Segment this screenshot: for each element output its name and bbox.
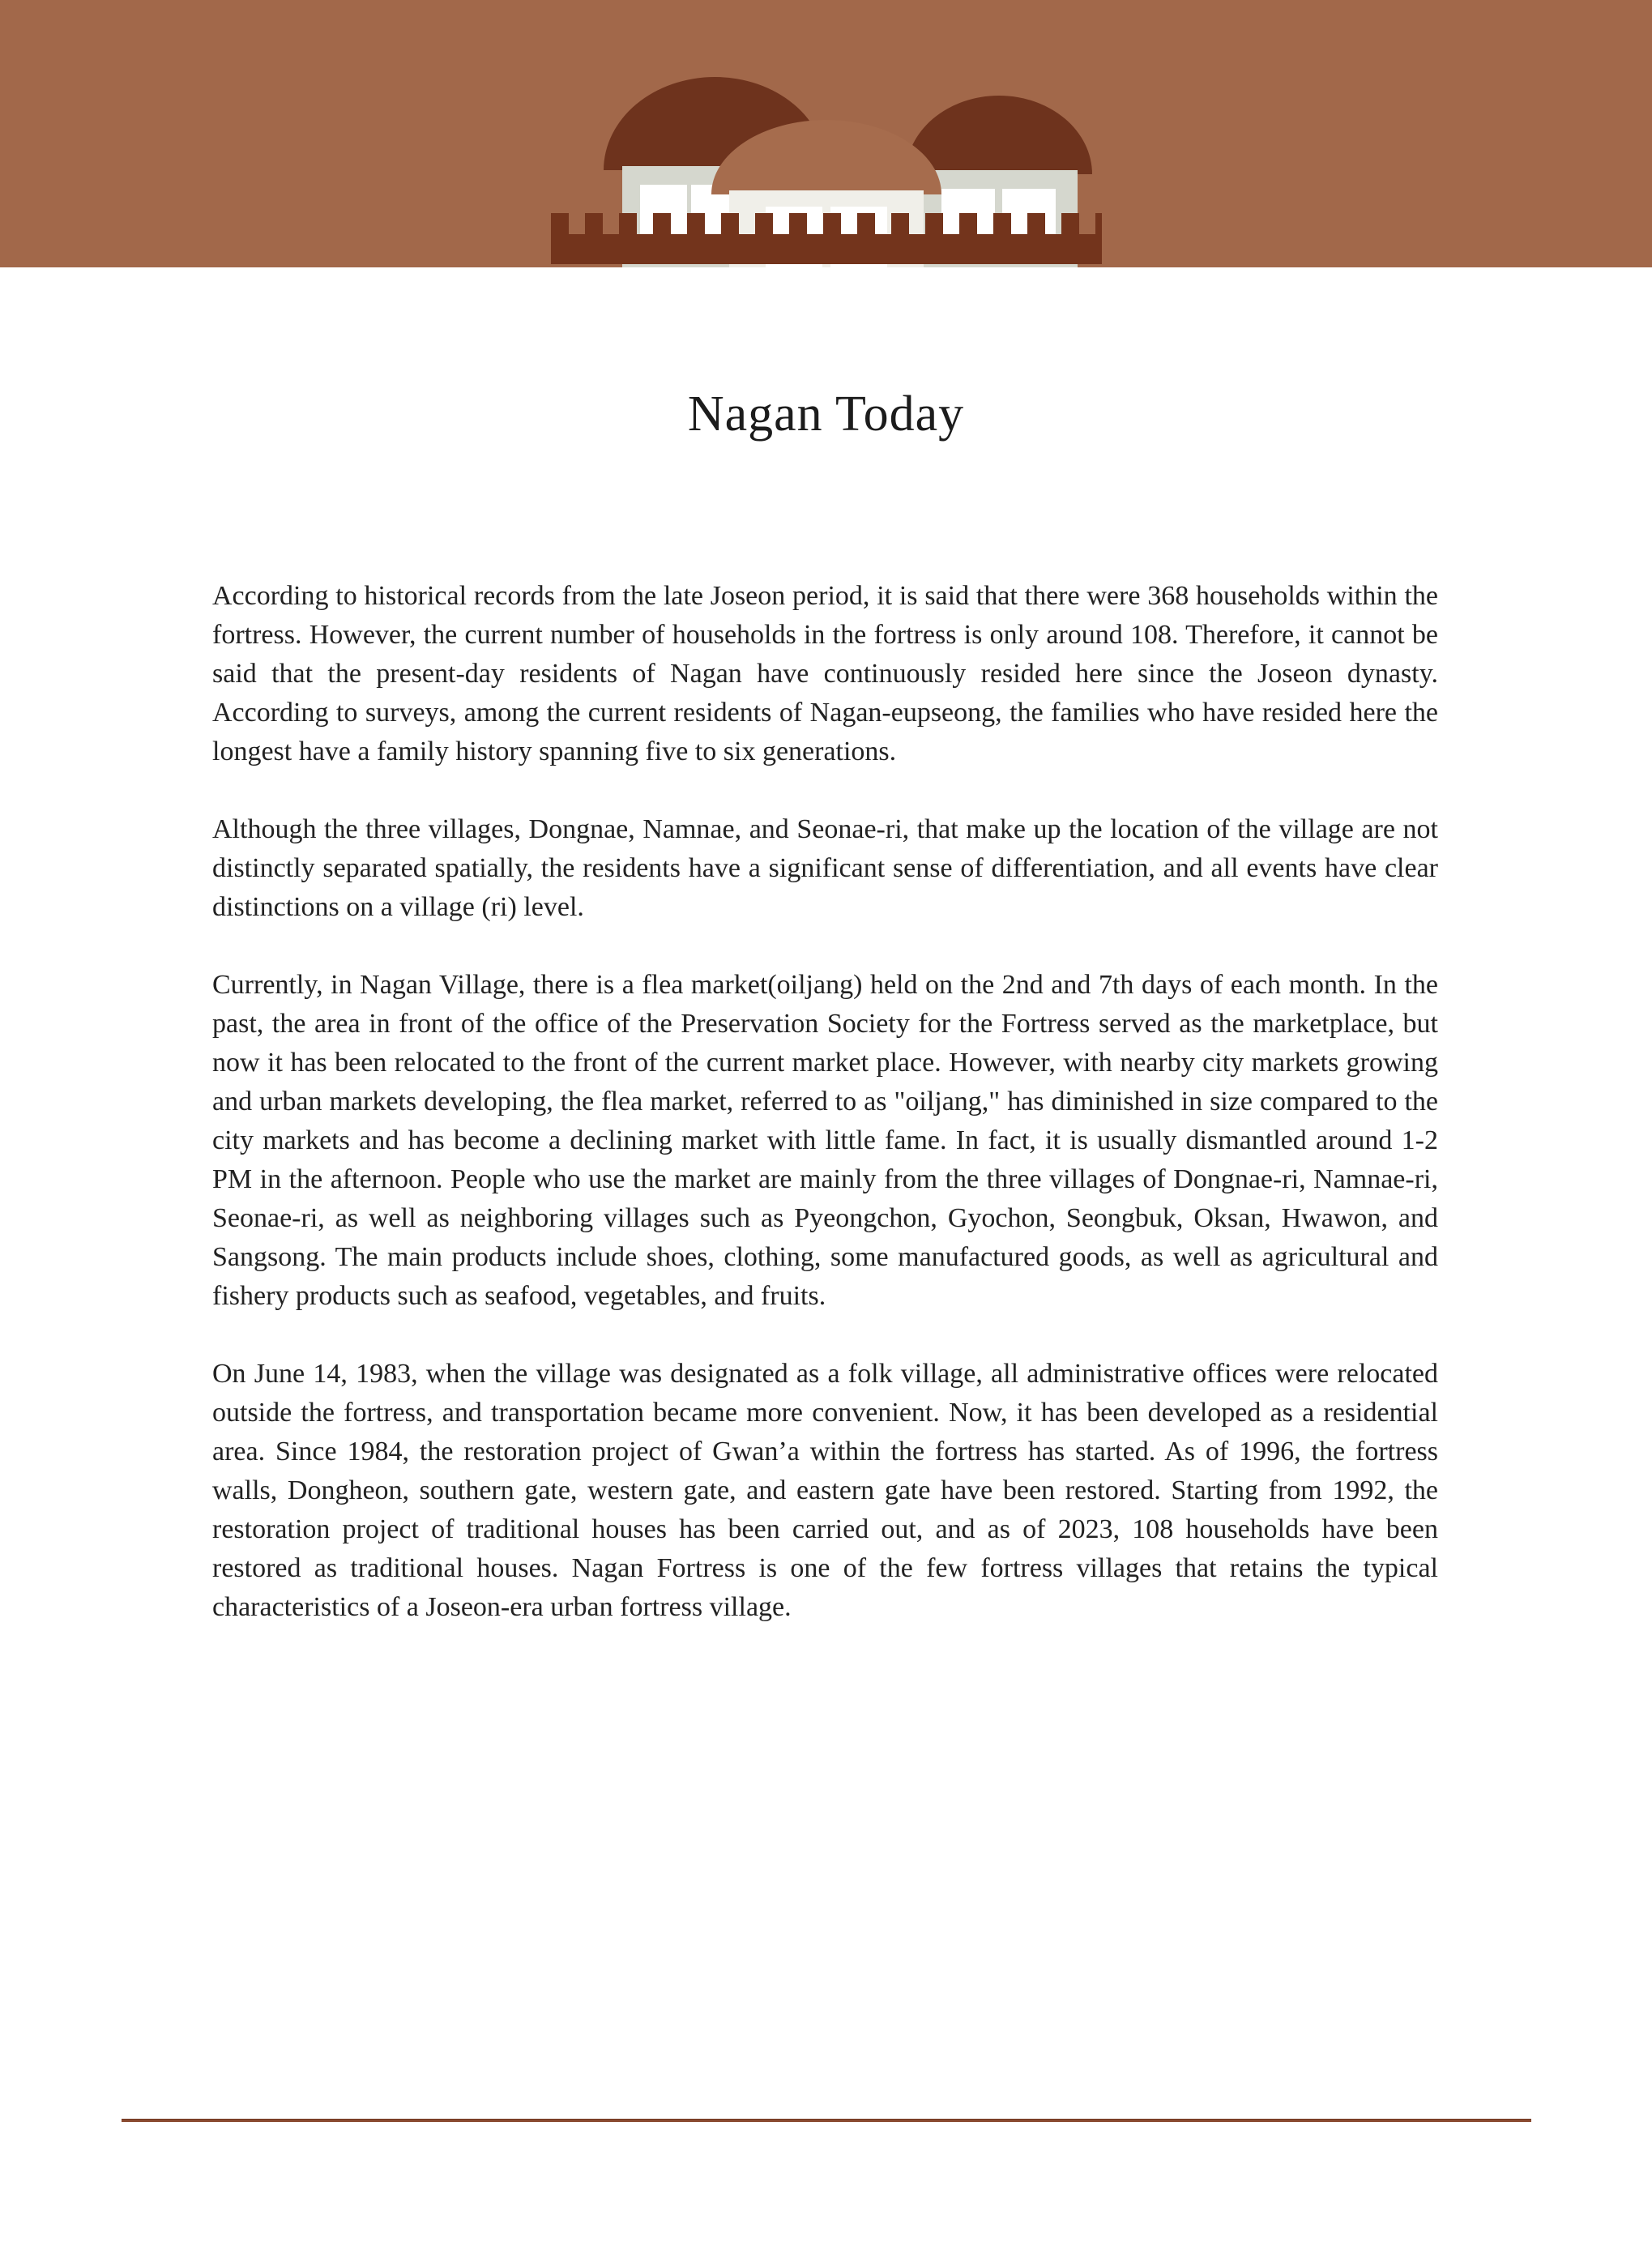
fortress-village-illustration: [551, 0, 1102, 267]
thatched-roof-icon: [906, 96, 1092, 174]
fortress-wall: [551, 213, 1102, 264]
article-paragraph: Currently, in Nagan Village, there is a flea market(oiljang) held on the 2nd and 7th days of each month. In the past, the area in front of the office of the Preservation Society for the Fortress served as the marketplace, but now it has been relocated to the front of the current market place. However, with nearby city markets growing and urban markets developing, the flea market, referred to as "oiljang," has diminished in size compared to the city markets and has become a declining market with little fame. In fact, it is usually dismantled around 1-2 PM in the afternoon. People who use the market are mainly from the three villages of Dongnae-ri, Namnae-ri, Seonae-ri, as well as neighboring villages such as Pyeongchon, Gyochon, Seongbuk, Oksan, Hwawon, and Sangsong. The main products include shoes, clothing, some manufactured goods, as well as agricultural and fishery products such as seafood, vegetables, and fruits.: [212, 970, 1438, 1311]
article-paragraph: Although the three villages, Dongnae, Namnae, and Seonae-ri, that make up the location of the village are not distinctly separated spatially, the residents have a significant sense of differentiation, and all events have clear distinctions on a village (ri) level.: [212, 814, 1438, 922]
article-body: [212, 577, 1438, 1627]
header-banner: [0, 0, 1652, 267]
article-paragraph: According to historical records from the late Joseon period, it is said that there were 368 households within the fortress. However, the current number of households in the fortress is only around 108. Therefore, it cannot be said that the present-day residents of Nagan have continuously resided here since the Joseon dynasty. According to surveys, among the current residents of Nagan-eupseong, the families who have resided here the longest have a family history spanning five to six generations.: [212, 581, 1438, 766]
article-paragraph: On June 14, 1983, when the village was designated as a folk village, all administrative offices were relocated outside the fortress, and transportation became more convenient. Now, it has been developed as a residential area. Since 1984, the restoration project of Gwan’a within the fortress has started. As of 1996, the fortress walls, Dongheon, southern gate, western gate, and eastern gate have been restored. Starting from 1992, the restoration project of traditional houses has been carried out, and as of 2023, 108 households have been restored as traditional houses. Nagan Fortress is one of the few fortress villages that retains the typical characteristics of a Joseon-era urban fortress village.: [212, 1359, 1438, 1622]
page-title: Nagan Today: [687, 386, 965, 442]
footer-divider: [122, 2119, 1531, 2122]
article-main: [0, 267, 1652, 1627]
